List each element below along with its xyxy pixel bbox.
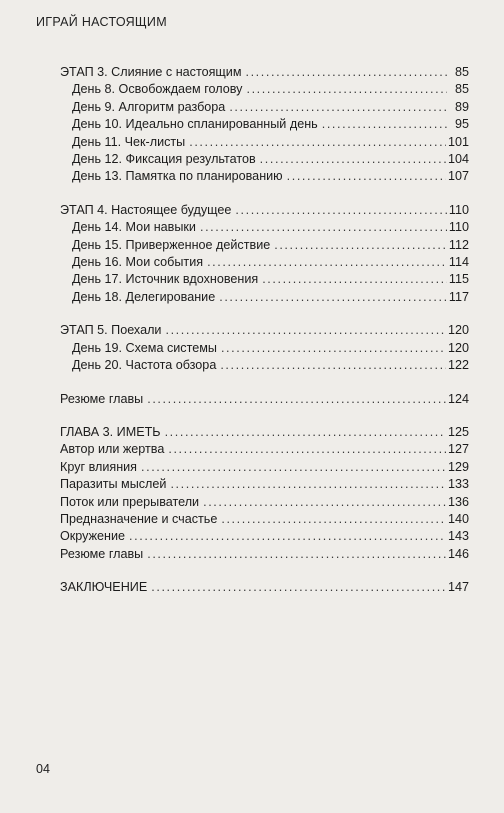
toc-entry-day-12[interactable] [60,151,469,168]
toc-entry-page: 107 [447,169,469,184]
toc-entry-label: День 18. Делегирование [72,289,216,304]
toc-entry-day-14[interactable] [60,219,469,236]
toc-entry-day-19[interactable] [60,340,469,357]
toc-entry-day-18[interactable] [60,289,469,306]
dot-leader [165,424,446,441]
toc-entry-chapter-3-summary[interactable] [60,546,469,563]
toc-entry-page: 120 [447,323,469,338]
toc-entry-label: День 13. Памятка по планированию [72,169,283,184]
toc-entry-page: 114 [448,255,469,270]
section-gap [60,186,469,202]
dot-leader [200,219,447,236]
toc-entry-page: 147 [447,580,469,595]
toc-entry-page: 146 [447,546,469,561]
dot-leader [129,528,446,545]
dot-leader [322,116,447,133]
section-gap [60,375,469,391]
toc-entry-label: Резюме главы [60,391,144,406]
dot-leader [207,254,447,271]
toc-entry-page: 85 [454,82,469,97]
toc-entry-day-8[interactable] [60,81,469,98]
toc-entry-label: День 10. Идеально спланированный день [72,117,318,132]
page-number: 04 [36,762,50,776]
toc-entry-label: День 16. Мои события [72,255,204,270]
toc-entry-chapter-3[interactable] [60,424,469,441]
dot-leader [221,511,446,528]
toc-entry-page: 101 [447,134,469,149]
dot-leader [147,546,446,563]
dot-leader [141,459,446,476]
toc-entry-label: Круг влияния [60,459,138,474]
toc-entry-page: 89 [454,99,469,114]
toc-entry-page: 95 [454,117,469,132]
toc-entry-page: 140 [447,511,469,526]
dot-leader [189,134,446,151]
toc-entry-label: ГЛАВА 3. ИМЕТЬ [60,424,161,439]
toc-entry-page: 110 [448,220,469,235]
section-gap [60,306,469,322]
toc-entry-label: ЗАКЛЮЧЕНИЕ [60,580,148,595]
toc-entry-page: 85 [454,65,469,79]
dot-leader [287,168,446,185]
dot-leader [274,237,447,254]
dot-leader [147,391,446,408]
toc-entry-label: День 8. Освобождаем голову [72,82,243,97]
dot-leader [260,151,446,168]
toc-entry-label: День 14. Мои навыки [72,220,196,235]
toc-entry-flow-or-interrupters[interactable] [60,494,469,511]
toc-entry-day-20[interactable] [60,357,469,374]
toc-entry-page: 122 [447,358,469,373]
toc-entry-page: 120 [447,340,469,355]
toc-entry-page: 127 [447,442,469,457]
toc-entry-conclusion[interactable] [60,579,469,596]
toc-entry-page: 143 [447,529,469,544]
toc-entry-day-16[interactable] [60,254,469,271]
toc-entry-circle-of-influence[interactable] [60,459,469,476]
toc-entry-day-10[interactable] [60,116,469,133]
toc-entry-page: 125 [447,424,469,439]
dot-leader [235,202,447,219]
toc-entry-day-15[interactable] [60,237,469,254]
dot-leader [168,441,446,458]
toc-entry-page: 133 [447,477,469,492]
toc-entry-page: 104 [447,152,469,167]
toc-entry-label: Поток или прерыватели [60,494,200,509]
toc-entry-label: День 17. Источник вдохновения [72,272,259,287]
toc-entry-day-17[interactable] [60,271,469,288]
toc-entry-page: 129 [447,459,469,474]
dot-leader [246,81,447,98]
toc-entry-label: Предназначение и счастье [60,511,218,526]
dot-leader [170,476,446,493]
toc-entry-label: День 15. Приверженное действие [72,237,271,252]
toc-entry-label: День 11. Чек-листы [72,134,186,149]
toc-entry-thought-parasites[interactable] [60,476,469,493]
toc-entry-purpose-and-happiness[interactable] [60,511,469,528]
section-gap [60,408,469,424]
dot-leader [220,357,446,374]
toc-entry-stage-3[interactable] [60,64,469,81]
dot-leader [245,64,447,81]
dot-leader [151,579,446,596]
toc-entry-page: 112 [448,237,469,252]
toc-entry-label: День 19. Схема системы [72,340,217,355]
toc-entry-page: 110 [448,202,469,217]
toc-entry-page: 115 [448,272,469,287]
toc-entry-chapter-summary[interactable] [60,391,469,408]
table-of-contents [60,64,469,597]
toc-entry-label: Паразиты мыслей [60,477,167,492]
dot-leader [219,289,447,306]
toc-entry-label: ЭТАП 5. Поехали [60,323,162,338]
toc-entry-day-9[interactable] [60,99,469,116]
toc-entry-stage-5[interactable] [60,322,469,339]
toc-entry-page: 124 [447,391,469,406]
dot-leader [262,271,447,288]
dot-leader [203,494,446,511]
toc-entry-label: День 12. Фиксация результатов [72,152,256,167]
toc-entry-page: 136 [447,494,469,509]
dot-leader [221,340,446,357]
toc-entry-label: День 20. Частота обзора [72,358,217,373]
toc-entry-day-13[interactable] [60,168,469,185]
toc-entry-label: Окружение [60,529,126,544]
dot-leader [165,322,446,339]
toc-entry-label: День 9. Алгоритм разбора [72,99,226,114]
dot-leader [229,99,447,116]
toc-entry-label: Резюме главы [60,546,144,561]
toc-entry-label: ЭТАП 4. Настоящее будущее [60,202,232,217]
running-title: ИГРАЙ НАСТОЯЩИМ [36,15,167,29]
toc-entry-author-or-victim[interactable] [60,441,469,458]
toc-entry-stage-4[interactable] [60,202,469,219]
toc-entry-label: ЭТАП 3. Слияние с настоящим [60,65,242,79]
section-gap [60,563,469,579]
toc-entry-day-11[interactable] [60,134,469,151]
toc-entry-page: 117 [448,289,469,304]
toc-entry-label: Автор или жертва [60,442,165,457]
toc-entry-environment[interactable] [60,528,469,545]
